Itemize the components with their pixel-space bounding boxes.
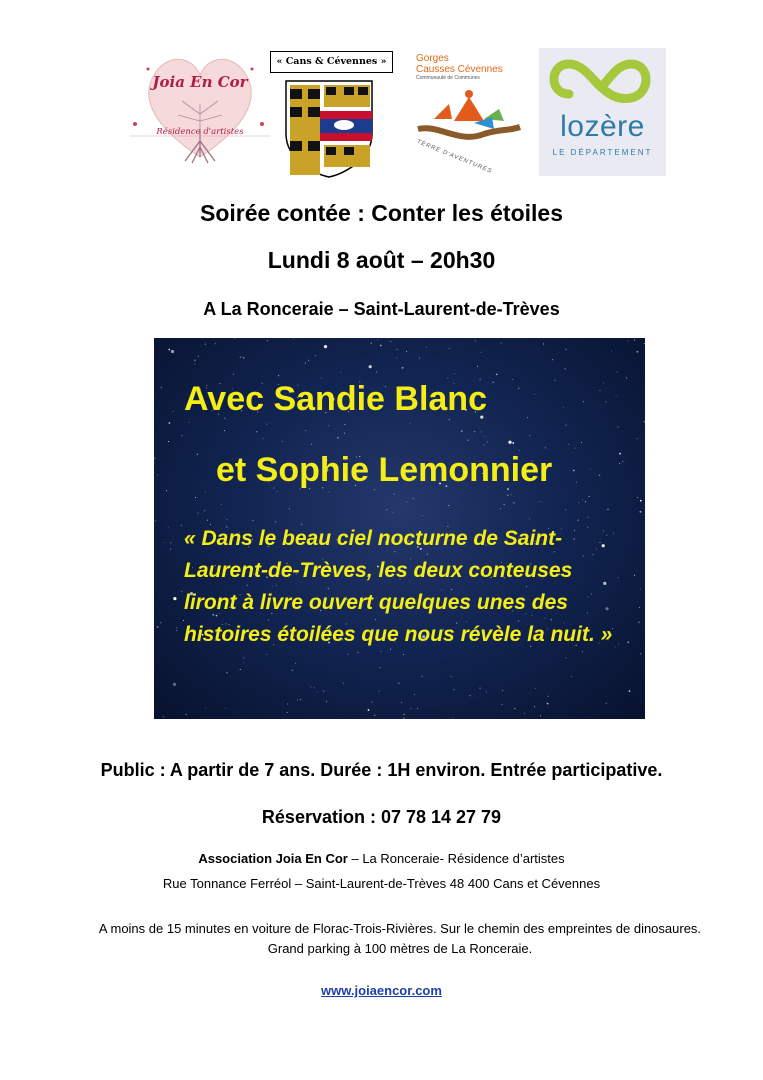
star	[406, 351, 407, 352]
star	[507, 495, 508, 496]
star	[590, 469, 591, 470]
association-detail: – La Ronceraie- Résidence d’artistes	[347, 851, 565, 866]
cans-cevennes-label: « Cans & Cévennes »	[270, 51, 393, 73]
star	[644, 343, 645, 344]
cans-cevennes-logo	[270, 51, 393, 181]
star	[419, 358, 420, 359]
star	[617, 372, 618, 373]
star	[543, 344, 544, 345]
star	[481, 352, 482, 353]
star	[483, 445, 484, 446]
star	[502, 704, 503, 705]
star	[170, 542, 171, 543]
star	[328, 425, 329, 426]
star	[204, 510, 205, 511]
star	[168, 527, 169, 528]
star	[606, 401, 607, 402]
star	[369, 365, 372, 368]
star	[640, 500, 642, 502]
star	[207, 520, 208, 521]
star	[475, 340, 476, 341]
star	[205, 492, 206, 493]
star	[527, 417, 528, 418]
star	[406, 502, 407, 503]
star	[348, 654, 349, 655]
star	[552, 359, 553, 360]
star	[197, 454, 198, 455]
star	[461, 430, 463, 432]
star	[289, 508, 290, 509]
star	[477, 366, 478, 367]
star	[417, 708, 418, 709]
star	[234, 338, 235, 339]
star	[634, 575, 635, 576]
star	[504, 504, 505, 505]
star	[502, 690, 503, 691]
star	[447, 378, 448, 379]
star	[380, 667, 381, 668]
star	[324, 345, 327, 348]
star	[186, 714, 187, 715]
star	[512, 442, 514, 444]
event-place: A La Ronceraie – Saint-Laurent-de-Trèves	[203, 299, 560, 319]
star	[448, 505, 449, 506]
star	[315, 355, 316, 356]
star	[344, 433, 345, 434]
star	[243, 657, 244, 658]
star	[161, 387, 162, 388]
star	[535, 688, 536, 689]
star	[308, 360, 309, 361]
star	[582, 651, 583, 652]
star	[329, 491, 330, 492]
star	[619, 453, 621, 455]
star	[638, 621, 640, 623]
star	[611, 350, 612, 351]
star	[404, 714, 405, 715]
star	[574, 448, 575, 449]
star	[157, 626, 159, 628]
event-date: Lundi 8 août – 20h30	[267, 247, 496, 273]
star	[287, 704, 288, 705]
star	[224, 430, 225, 431]
star	[451, 676, 452, 677]
star	[390, 341, 391, 342]
star	[287, 712, 288, 713]
star	[267, 340, 268, 341]
star	[372, 702, 373, 703]
star	[581, 442, 582, 443]
star	[513, 502, 514, 503]
star	[379, 691, 380, 692]
star	[582, 499, 583, 500]
starry-sky-panel	[154, 338, 645, 719]
star	[386, 510, 387, 511]
star	[540, 715, 541, 716]
star	[380, 345, 382, 347]
star	[311, 444, 312, 445]
star	[554, 380, 555, 381]
star	[566, 425, 567, 426]
star	[481, 431, 482, 432]
star	[176, 627, 177, 628]
star	[403, 718, 404, 719]
association-name: Association Joia En Cor	[198, 851, 348, 866]
star	[292, 670, 293, 671]
star	[358, 652, 359, 653]
star	[198, 356, 199, 357]
star	[589, 496, 590, 497]
star	[496, 374, 498, 376]
lozere-logo-subtitle: LE DÉPARTEMENT	[552, 148, 653, 157]
star	[243, 662, 244, 663]
star	[449, 419, 450, 420]
star	[529, 518, 530, 519]
star	[166, 490, 167, 491]
star	[168, 349, 170, 351]
star	[195, 497, 196, 498]
star	[565, 657, 566, 658]
star	[524, 713, 525, 714]
star	[508, 441, 511, 444]
logo-row	[0, 45, 763, 180]
star	[578, 520, 579, 521]
star	[452, 718, 453, 719]
star	[194, 364, 195, 365]
star	[371, 343, 372, 344]
star	[453, 689, 454, 690]
star	[194, 360, 196, 362]
star	[181, 435, 182, 436]
star	[545, 447, 546, 448]
performer-line-1: Avec Sandie Blanc	[184, 380, 487, 418]
star	[343, 683, 344, 684]
star	[600, 390, 601, 391]
star	[181, 525, 182, 526]
star	[240, 669, 241, 670]
star	[637, 351, 639, 353]
star	[603, 382, 604, 383]
star	[565, 509, 566, 510]
star	[163, 716, 164, 717]
star	[565, 368, 566, 369]
star	[426, 347, 427, 348]
star	[188, 422, 189, 423]
star	[639, 607, 640, 608]
star	[449, 348, 450, 349]
star	[469, 695, 470, 696]
star	[305, 430, 306, 431]
gorges-logo-line2: Causses Cévennes	[416, 64, 503, 75]
star	[583, 401, 584, 402]
star	[637, 438, 638, 439]
star	[320, 377, 321, 378]
star	[227, 519, 228, 520]
star	[376, 371, 377, 372]
star	[337, 437, 339, 439]
joia-logo-name: Joia En Cor	[152, 73, 248, 91]
star	[534, 706, 535, 707]
star	[173, 597, 176, 600]
star	[563, 407, 564, 408]
joia-en-cor-logo	[130, 49, 270, 169]
star	[282, 441, 283, 442]
gorges-causses-cevennes-logo	[410, 53, 525, 173]
star	[629, 690, 631, 692]
star	[640, 589, 641, 590]
gorges-logo-line1: Gorges	[416, 53, 449, 64]
star	[410, 423, 411, 424]
star	[394, 494, 395, 495]
star	[540, 501, 541, 502]
lozere-logo	[539, 48, 666, 176]
star	[171, 350, 174, 353]
star	[368, 709, 370, 711]
star	[311, 686, 312, 687]
star	[568, 444, 569, 445]
star	[618, 427, 619, 428]
star	[396, 357, 397, 358]
star	[640, 653, 641, 654]
association-line	[0, 851, 763, 866]
star	[181, 591, 182, 592]
star	[326, 701, 327, 702]
star	[422, 676, 423, 677]
star	[243, 357, 245, 359]
star	[198, 513, 199, 514]
star	[484, 436, 485, 437]
star	[173, 411, 174, 412]
star	[599, 475, 600, 476]
gorges-logo-line3: Communauté de Communes	[416, 75, 480, 81]
star	[606, 703, 607, 704]
star	[585, 501, 586, 502]
star	[293, 338, 294, 339]
reservation-phone: Réservation : 07 78 14 27 79	[261, 807, 502, 827]
event-title: Soirée contée : Conter les étoiles	[199, 200, 563, 226]
star	[414, 694, 415, 695]
star	[576, 482, 577, 483]
star	[529, 435, 530, 436]
infinity-icon	[539, 52, 666, 112]
star	[154, 458, 155, 459]
star	[227, 672, 228, 673]
star	[169, 422, 171, 424]
star	[548, 696, 549, 697]
star	[511, 494, 512, 495]
star	[500, 508, 501, 509]
star	[571, 676, 572, 677]
star	[297, 700, 298, 701]
star	[634, 340, 635, 341]
star	[467, 440, 468, 441]
audience-info: Public : A partir de 7 ans. Durée : 1H environ. Entrée participative.	[100, 760, 663, 780]
star	[266, 654, 267, 655]
star	[619, 463, 620, 464]
star	[547, 703, 549, 705]
star	[314, 687, 315, 688]
star	[256, 431, 257, 432]
star	[173, 683, 176, 686]
star	[344, 424, 345, 425]
star	[168, 441, 169, 442]
star	[374, 715, 375, 716]
star	[277, 491, 278, 492]
star	[253, 520, 254, 521]
star	[566, 349, 567, 350]
star	[240, 356, 242, 358]
star	[493, 382, 494, 383]
star	[215, 343, 216, 344]
star	[206, 707, 207, 708]
star	[518, 388, 519, 389]
star	[413, 498, 414, 499]
star	[534, 394, 535, 395]
star	[588, 517, 589, 518]
star	[305, 363, 306, 364]
star	[266, 424, 267, 425]
star	[403, 654, 404, 655]
star	[393, 512, 394, 513]
star	[377, 339, 378, 340]
star	[300, 699, 301, 700]
event-description-quote: « Dans le beau ciel nocturne de Saint-Laurent-de-Trèves, les deux conteuses liront à livre ouvert quelques unes des histoires étoilées que nous révèle la nuit. »	[184, 527, 613, 646]
heart-tree-icon	[130, 49, 270, 169]
star	[487, 442, 488, 443]
star	[422, 515, 423, 516]
coat-of-arms-icon	[284, 79, 374, 179]
star	[644, 421, 645, 422]
website-link[interactable]: www.joiaencor.com	[321, 983, 442, 998]
star	[263, 438, 264, 439]
star	[512, 379, 513, 380]
star	[486, 692, 487, 693]
star	[640, 511, 642, 513]
star	[317, 692, 318, 693]
star	[474, 431, 475, 432]
star	[323, 691, 324, 692]
star	[401, 702, 402, 703]
star	[380, 651, 381, 652]
address-line: Rue Tonnance Ferréol – Saint-Laurent-de-Trèves 48 400 Cans et Cévennes	[162, 876, 601, 891]
star	[205, 344, 206, 345]
star	[176, 630, 177, 631]
star	[157, 475, 158, 476]
star	[221, 504, 222, 505]
performer-line-2: et Sophie Lemonnier	[216, 451, 553, 489]
joia-logo-subtitle: Résidence d'artistes	[156, 127, 244, 137]
star	[402, 367, 404, 369]
star	[295, 663, 296, 664]
star	[410, 708, 411, 709]
star	[160, 622, 161, 623]
star	[637, 497, 638, 498]
star	[628, 341, 629, 342]
star	[579, 502, 580, 503]
star	[155, 520, 156, 521]
star	[278, 375, 279, 376]
star	[454, 373, 455, 374]
star	[607, 509, 609, 511]
star	[626, 378, 627, 379]
lozere-logo-name: lozère	[560, 110, 645, 143]
access-info: A moins de 15 minutes en voiture de Florac-Trois-Rivières. Sur le chemin des empreintes de dinosaures. Grand parking à 100 mètres de La Ronceraie.	[98, 921, 702, 956]
star	[164, 542, 165, 543]
star	[233, 374, 234, 375]
star	[170, 549, 171, 550]
star	[616, 395, 617, 396]
star	[396, 349, 397, 350]
star	[225, 708, 226, 709]
star	[623, 461, 624, 462]
star	[573, 470, 575, 472]
star	[514, 708, 515, 709]
star	[501, 343, 502, 344]
star	[398, 683, 399, 684]
gorges-logo-tagline: TERRE D'AVENTURES	[415, 139, 493, 175]
star	[340, 372, 341, 373]
star	[480, 688, 481, 689]
